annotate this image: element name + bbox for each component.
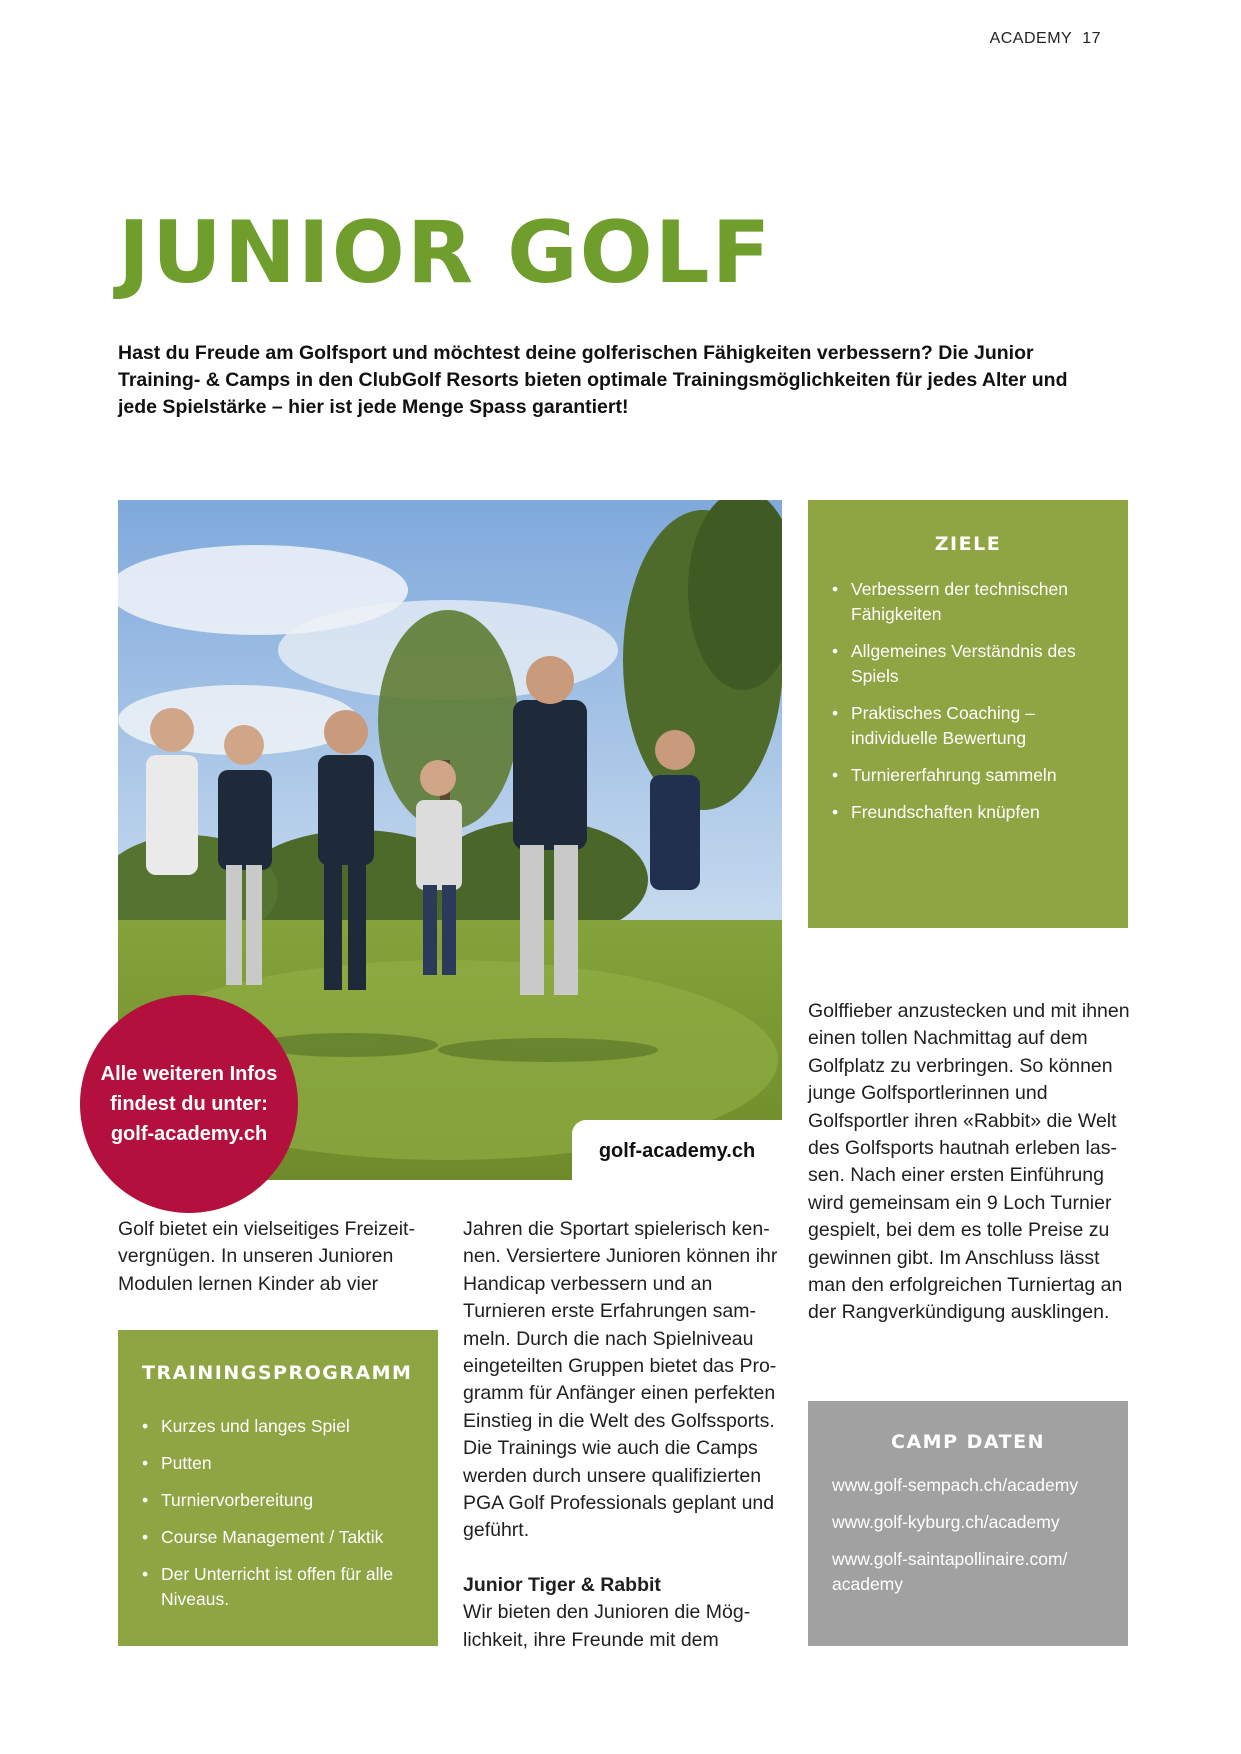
photo-url-tag: golf-academy.ch — [572, 1120, 782, 1182]
body-paragraph: Golf bietet ein vielseitiges Freizeit-vergnügen. In unseren Junioren Modulen lernen Kinder ab vier — [118, 1218, 415, 1295]
trainingsprogramm-list — [118, 1384, 438, 1612]
ziele-box — [808, 500, 1128, 928]
camp-daten-box — [808, 1401, 1128, 1646]
list-item: • Praktisches Coaching – individuelle Bewertung — [832, 701, 1104, 751]
camp-link-kyburg[interactable]: www.golf-kyburg.ch/academy — [832, 1512, 1060, 1532]
info-circle-line-3: golf-academy.ch — [110, 1123, 268, 1145]
ziele-title: ZIELE — [934, 533, 1002, 555]
subheading: Junior Tiger & Rabbit — [463, 1573, 661, 1596]
trainingsprogramm-title: TRAININGSPROGRAMM — [142, 1362, 413, 1384]
info-circle-line-1: Alle weiteren Infos — [100, 1063, 278, 1085]
list-item: • Allgemeines Verständnis des Spiels — [832, 639, 1104, 689]
page-title: JUNIOR GOLF — [118, 203, 773, 303]
body-column-2 — [463, 1216, 788, 1654]
ziele-list — [808, 577, 1128, 825]
section-label: ACADEMY — [989, 30, 1073, 47]
list-item: • Course Management / Taktik — [142, 1525, 414, 1550]
list-item: • Verbessern der technischen Fähigkeiten — [832, 577, 1104, 627]
intro-paragraph: Hast du Freude am Golfsport und möchtest deine golferischen Fähigkeiten verbessern? Die Junior Training- & Camps in den ClubGolf Resorts bieten optimale Trainingsmöglichkeiten für jedes Alter und jede Spielstärke – hier ist jede Menge Spass garantiert! — [118, 342, 1068, 418]
info-circle — [80, 995, 298, 1213]
camp-link-sempach[interactable]: www.golf-sempach.ch/academy — [832, 1475, 1079, 1495]
page-number: 17 — [1082, 30, 1101, 47]
list-item: • Putten — [142, 1451, 414, 1476]
list-item: • Freundschaften knüpfen — [832, 800, 1104, 825]
body-column-3 — [808, 998, 1133, 1327]
body-column-1 — [118, 1216, 438, 1298]
body-paragraph: Golffieber anzustecken und mit ihnen einen tollen Nachmittag auf dem Golfplatz zu verbringen. So können junge Golfsportlerinnen und Golfsportler ihren «Rabbit» die Welt des Golfsports hautnah erleben las-sen. Nach einer ersten Einführung wird gemeinsam ein 9 Loch Turnier gespielt, bei dem es tolle Preise zu gewinnen gibt. Im Anschluss lässt man den erfolgreichen Turniertag an der Rangverkündigung ausklingen. — [808, 1000, 1130, 1324]
info-circle-line-2: findest du unter: — [110, 1093, 268, 1115]
body-paragraph: Wir bieten den Junioren die Mög-lichkeit, ihre Freunde mit dem — [463, 1601, 751, 1651]
list-item: • Turniererfahrung sammeln — [832, 763, 1104, 788]
camp-link-saintapollinaire[interactable]: www.golf-saintapollinaire.com/ academy — [832, 1549, 1068, 1594]
camp-daten-title: CAMP DATEN — [891, 1431, 1045, 1453]
list-item: • Kurzes und langes Spiel — [142, 1414, 414, 1439]
list-item: • Der Unterricht ist offen für alle Niveaus. — [142, 1562, 414, 1612]
page-header — [990, 30, 1101, 48]
body-paragraph: Jahren die Sportart spielerisch ken-nen. Versiertere Junioren können ihr Handicap verbessern und an Turnieren erste Erfahrungen sam-meln. Durch die nach Spielniveau eingeteilten Gruppen bietet das Pro-gramm für Anfänger einen perfekten Einstieg in die Welt des Golfssports. Die Trainings wie auch die Camps werden durch unsere qualifizierten PGA Golf Professionals geplant und geführt. — [463, 1218, 778, 1542]
trainingsprogramm-box — [118, 1330, 438, 1646]
list-item: • Turniervorbereitung — [142, 1488, 414, 1513]
